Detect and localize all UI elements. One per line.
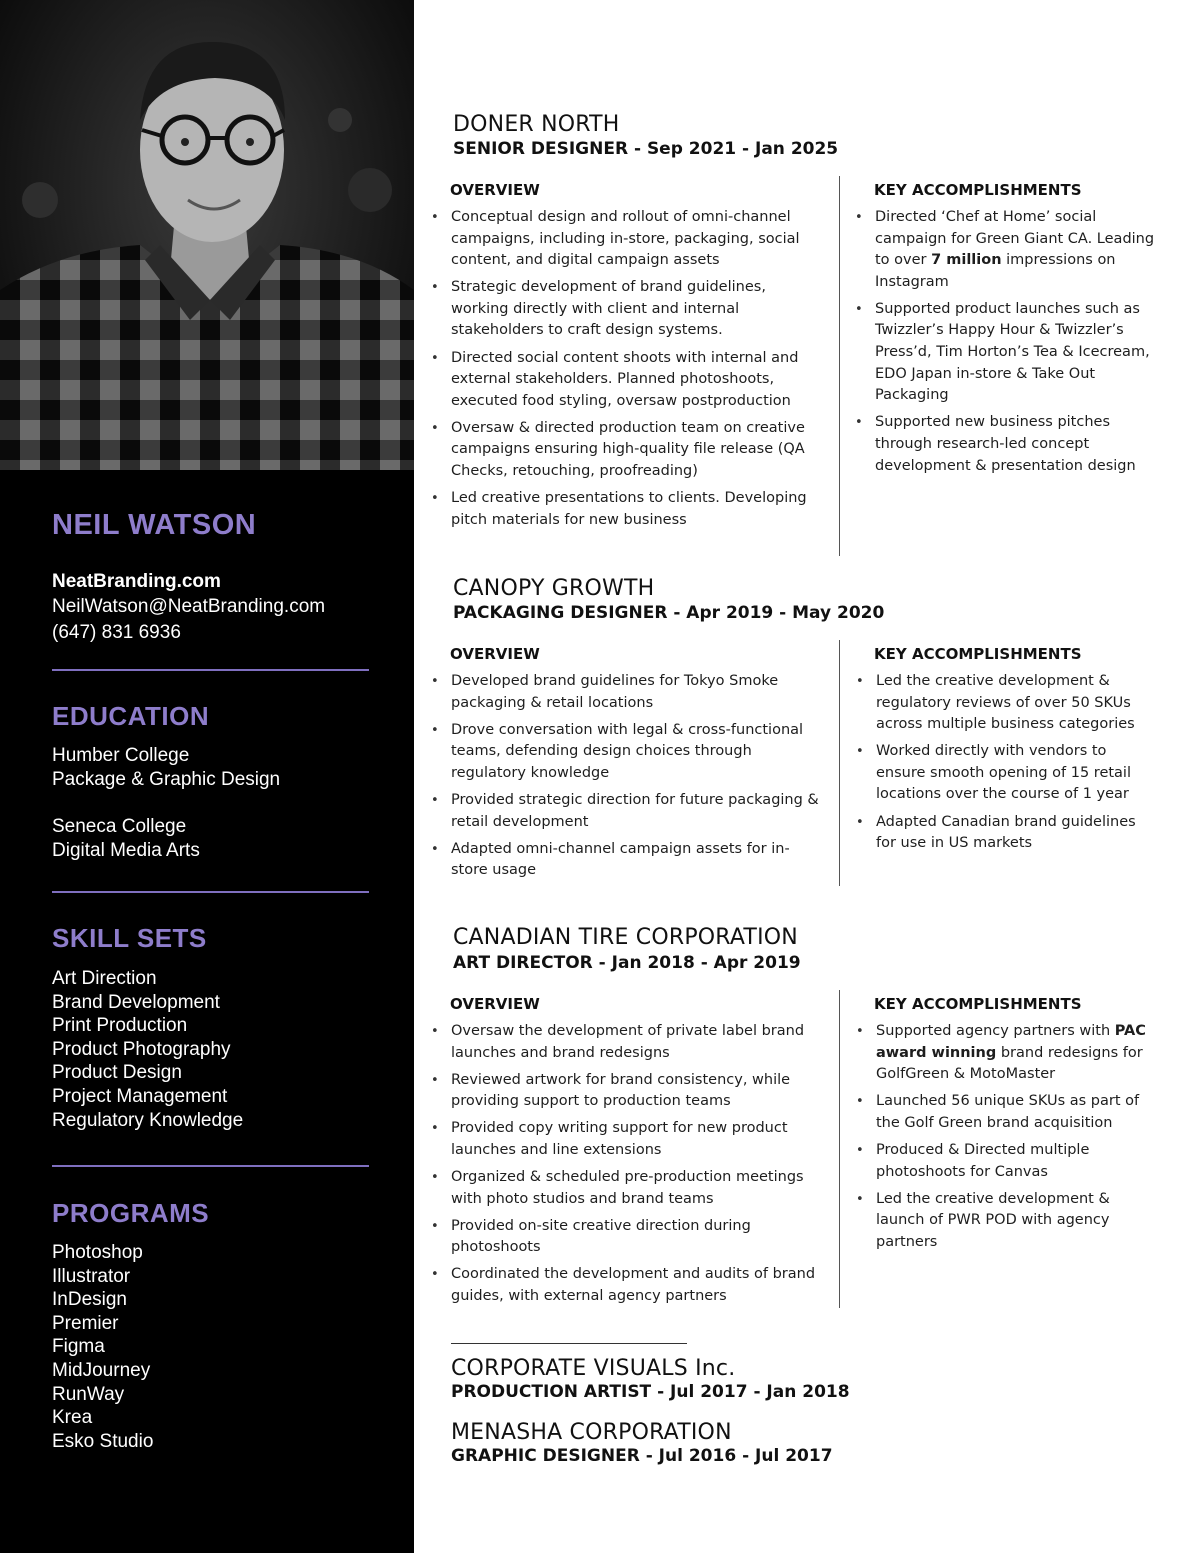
column-divider — [839, 176, 840, 556]
school-program: Package & Graphic Design — [52, 768, 281, 790]
job-role: ART DIRECTOR - Jan 2018 - Apr 2019 — [453, 953, 801, 973]
program-item: Premier — [52, 1312, 119, 1334]
skill-item: Project Management — [52, 1085, 228, 1107]
job-role: PRODUCTION ARTIST - Jul 2017 - Jan 2018 — [451, 1382, 850, 1402]
overview-item: • Strategic development of brand guidelines, working directly with client and internal stakeholders to craft design systems. — [431, 277, 823, 342]
job-role: PACKAGING DESIGNER - Apr 2019 - May 2020 — [453, 603, 885, 623]
skill-item: Brand Development — [52, 991, 220, 1013]
candidate-name: NEIL WATSON — [52, 509, 257, 541]
accomplishment-item: • Directed ‘Chef at Home’ social campaign for Green Giant CA. Leading to over 7 million impressions on Instagram — [855, 207, 1155, 293]
overview-heading: OVERVIEW — [450, 181, 540, 199]
school-program: Digital Media Arts — [52, 839, 200, 861]
website-link[interactable]: NeatBranding.com — [52, 571, 221, 592]
program-item: RunWay — [52, 1383, 125, 1405]
overview-item: • Directed social content shoots with internal and external stakeholders. Planned photoshoots, executed food styling, oversaw postproduction — [431, 348, 823, 413]
education-entry — [52, 815, 200, 862]
overview-item: • Drove conversation with legal & cross-functional teams, defending design choices through regulatory knowledge — [431, 720, 823, 785]
program-item: Esko Studio — [52, 1430, 154, 1452]
overview-heading: OVERVIEW — [450, 645, 540, 663]
program-item: Illustrator — [52, 1265, 131, 1287]
skill-item: Product Photography — [52, 1038, 231, 1060]
accomplishments-list — [856, 1021, 1156, 1259]
skill-item: Product Design — [52, 1062, 182, 1084]
overview-item: • Developed brand guidelines for Tokyo Smoke packaging & retail locations — [431, 671, 823, 714]
programs-list — [52, 1241, 153, 1453]
overview-list — [431, 1021, 823, 1313]
column-divider — [839, 990, 840, 1308]
overview-item: • Oversaw & directed production team on creative campaigns ensuring high-quality file release (QA Checks, retouching, proofreading) — [431, 418, 823, 483]
job-company: MENASHA CORPORATION — [451, 1420, 732, 1445]
sidebar-divider — [52, 891, 369, 893]
section-divider — [451, 1343, 687, 1344]
overview-item: • Led creative presentations to clients. Developing pitch materials for new business — [431, 488, 823, 531]
skill-item: Regulatory Knowledge — [52, 1109, 244, 1131]
job-company: CORPORATE VISUALS Inc. — [451, 1356, 736, 1381]
accomplishment-item: • Worked directly with vendors to ensure smooth opening of 15 retail locations over the course of 1 year — [856, 741, 1156, 806]
email-link[interactable]: NeilWatson@NeatBranding.com — [52, 596, 326, 617]
portrait-illustration — [0, 0, 414, 470]
accomplishment-item: • Produced & Directed multiple photoshoots for Canvas — [856, 1140, 1156, 1183]
overview-list — [431, 207, 823, 537]
program-item: Krea — [52, 1407, 93, 1429]
column-divider — [839, 640, 840, 886]
education-heading: EDUCATION — [52, 701, 210, 731]
accomplishment-item: • Led the creative development & regulatory reviews of over 50 SKUs across multiple business categories — [856, 671, 1156, 736]
overview-item: • Coordinated the development and audits of brand guides, with external agency partners — [431, 1264, 823, 1307]
accomplishment-item: • Led the creative development & launch of PWR POD with agency partners — [856, 1189, 1156, 1254]
overview-item: • Provided strategic direction for future packaging & retail development — [431, 790, 823, 833]
job-role: SENIOR DESIGNER - Sep 2021 - Jan 2025 — [453, 139, 839, 159]
sidebar-divider — [52, 1165, 369, 1167]
accomplishments-heading: KEY ACCOMPLISHMENTS — [874, 645, 1082, 663]
accomplishment-item: • Supported product launches such as Twizzler’s Happy Hour & Twizzler’s Press’d, Tim Horton’s Tea & Icecream, EDO Japan in-store & Take Out Packaging — [855, 299, 1155, 407]
overview-item: • Provided copy writing support for new product launches and line extensions — [431, 1118, 823, 1161]
programs-heading: PROGRAMS — [52, 1198, 210, 1228]
skills-list — [52, 967, 243, 1132]
accomplishments-heading: KEY ACCOMPLISHMENTS — [874, 995, 1082, 1013]
program-item: Photoshop — [52, 1242, 143, 1263]
sidebar — [0, 0, 414, 1553]
accomplishments-list — [856, 671, 1156, 860]
job-company: CANADIAN TIRE CORPORATION — [453, 925, 798, 950]
accomplishment-item: • Launched 56 unique SKUs as part of the Golf Green brand acquisition — [856, 1091, 1156, 1134]
profile-photo — [0, 0, 414, 470]
job-company: DONER NORTH — [453, 112, 620, 137]
program-item: MidJourney — [52, 1359, 151, 1381]
sidebar-divider — [52, 669, 369, 671]
accomplishment-item: • Adapted Canadian brand guidelines for use in US markets — [856, 812, 1156, 855]
overview-item: • Provided on-site creative direction during photoshoots — [431, 1216, 823, 1259]
skills-heading: SKILL SETS — [52, 923, 207, 953]
overview-list — [431, 671, 823, 887]
school-name: Humber College — [52, 745, 190, 766]
program-item: InDesign — [52, 1289, 127, 1311]
job-role: GRAPHIC DESIGNER - Jul 2016 - Jul 2017 — [451, 1446, 833, 1466]
overview-item: • Conceptual design and rollout of omni-channel campaigns, including in-store, packaging, social content, and digital campaign assets — [431, 207, 823, 272]
school-name: Seneca College — [52, 816, 187, 837]
overview-item: • Adapted omni-channel campaign assets for in-store usage — [431, 839, 823, 882]
accomplishments-list — [855, 207, 1155, 483]
overview-item: • Oversaw the development of private label brand launches and brand redesigns — [431, 1021, 823, 1064]
skill-item: Print Production — [52, 1015, 188, 1037]
accomplishment-item: • Supported agency partners with PAC award winning brand redesigns for GolfGreen & MotoMaster — [856, 1021, 1156, 1086]
phone-number: (647) 831 6936 — [52, 622, 181, 643]
education-entry — [52, 744, 280, 791]
overview-item: • Reviewed artwork for brand consistency, while providing support to production teams — [431, 1070, 823, 1113]
overview-heading: OVERVIEW — [450, 995, 540, 1013]
accomplishments-heading: KEY ACCOMPLISHMENTS — [874, 181, 1082, 199]
job-company: CANOPY GROWTH — [453, 576, 655, 601]
skill-item: Art Direction — [52, 968, 157, 989]
accomplishment-item: • Supported new business pitches through research-led concept development & presentation design — [855, 412, 1155, 477]
overview-item: • Organized & scheduled pre-production meetings with photo studios and brand teams — [431, 1167, 823, 1210]
program-item: Figma — [52, 1336, 105, 1358]
